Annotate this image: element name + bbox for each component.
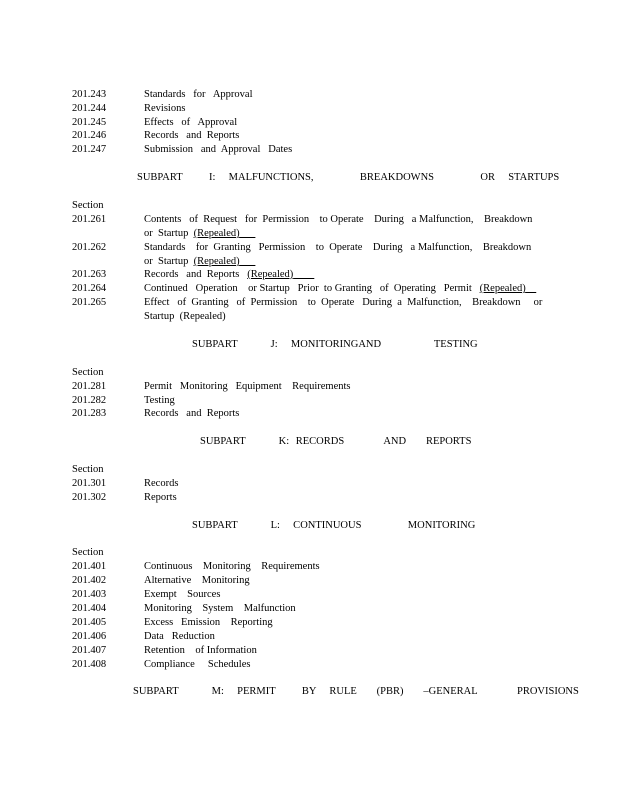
section-title: Excess Emission Reporting [144,617,273,628]
section-number: 201.282 [72,395,107,406]
subpart-k-heading: SUBPART K: RECORDS AND REPORTS [200,436,472,447]
section-label: Section [72,464,104,475]
section-number: 201.283 [72,408,107,419]
section-title: Effects of Approval [144,117,238,128]
section-number: 201.244 [72,103,107,114]
section-number: 201.301 [72,478,107,489]
section-number: 201.406 [72,631,107,642]
section-number: 201.246 [72,130,107,141]
section-title: Contents of Request for Permission to Operate During a Malfunction, Breakdown [144,214,533,225]
section-number: 201.405 [72,617,107,628]
section-number: 201.403 [72,589,107,600]
section-title: Submission and Approval Dates [144,144,293,155]
section-number: 201.263 [72,269,107,280]
section-title: Standards for Granting Permission to Operate During a Malfunction, Breakdown [144,242,532,253]
section-title: Records [144,478,179,489]
repealed-note: (Repealed) [193,256,240,267]
section-number: 201.247 [72,144,107,155]
section-title: Compliance Schedules [144,659,251,670]
section-title: Continuous Monitoring Requirements [144,561,320,572]
section-title: Exempt Sources [144,589,221,600]
section-number: 201.401 [72,561,107,572]
section-number: 201.408 [72,659,107,670]
section-number: 201.265 [72,297,107,308]
section-title: Retention of Information [144,645,257,656]
section-number: 201.261 [72,214,107,225]
section-title: Records and Reports (Repealed) [144,269,294,280]
subpart-m-heading: SUBPART M: PERMIT BY RULE (PBR) –GENERAL PROVISIONS [133,686,579,697]
repealed-note: (Repealed) [193,228,240,239]
section-number: 201.281 [72,381,107,392]
section-number: 201.243 [72,89,107,100]
section-number: 201.245 [72,117,107,128]
repealed-note: (Repealed) [479,283,526,294]
section-title: Permit Monitoring Equipment Requirements [144,381,351,392]
section-title: Records and Reports [144,130,240,141]
repealed-note: (Repealed) [247,269,294,280]
section-label: Section [72,367,104,378]
section-title-cont: or Startup (Repealed) [144,256,240,267]
section-number: 201.262 [72,242,107,253]
section-number: 201.407 [72,645,107,656]
section-title: Standards for Approval [144,89,253,100]
section-title: Continued Operation or Startup Prior to Granting of Operating Permit (Repealed) [144,283,526,294]
section-title-cont: Startup (Repealed) [144,311,226,322]
section-title: Reports [144,492,177,503]
section-number: 201.264 [72,283,107,294]
section-label: Section [72,547,104,558]
section-label: Section [72,200,104,211]
subpart-l-heading: SUBPART L: CONTINUOUS MONITORING [192,520,476,531]
section-title: Revisions [144,103,186,114]
section-title: Records and Reports [144,408,240,419]
section-title: Effect of Granting of Permission to Operate During a Malfunction, Breakdown or [144,297,543,308]
section-title-cont: or Startup (Repealed) [144,228,240,239]
subpart-j-heading: SUBPART J: MONITORINGAND TESTING [192,339,478,350]
section-number: 201.404 [72,603,107,614]
section-title: Testing [144,395,175,406]
section-title: Monitoring System Malfunction [144,603,296,614]
subpart-i-heading: SUBPART I: MALFUNCTIONS, BREAKDOWNS OR STARTUPS [137,172,560,183]
section-title: Data Reduction [144,631,215,642]
section-number: 201.302 [72,492,107,503]
section-number: 201.402 [72,575,107,586]
section-title: Alternative Monitoring [144,575,250,586]
